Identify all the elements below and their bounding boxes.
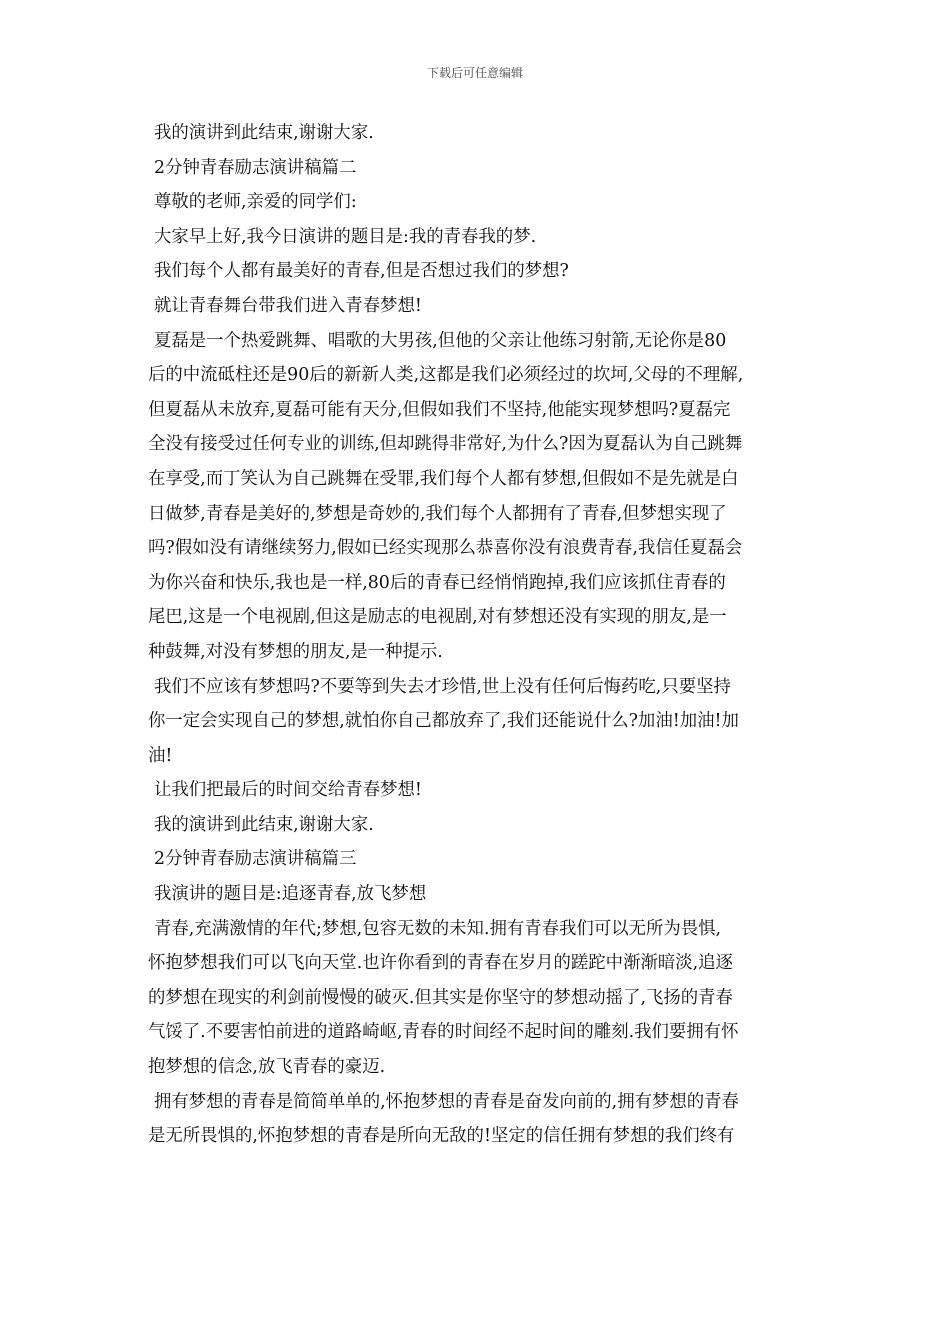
document-body [148,116,808,1154]
page-header: 下载后可任意编辑 [426,66,523,80]
text-line: 气馁了.不要害怕前进的道路崎岖,青春的时间经不起时间的雕刻.我们要拥有怀 [148,1022,739,1043]
text-line: 尾巴,这是一个电视剧,但这是励志的电视剧,对有梦想还没有实现的朋友,是一 [148,607,727,628]
text-line: 种鼓舞,对没有梦想的朋友,是一种提示. [148,641,443,662]
text-line: 是无所畏惧的,怀抱梦想的青春是所向无敌的!坚定的信任拥有梦想的我们终有 [148,1126,735,1147]
text-line: 我们每个人都有最美好的青春,但是否想过我们的梦想? [154,261,569,282]
text-line: 怀抱梦想我们可以飞向天堂.也许你看到的青春在岁月的蹉跎中渐渐暗淡,追逐 [148,953,733,974]
text-line: 让我们把最后的时间交给青春梦想! [154,780,422,801]
text-line: 抱梦想的信念,放飞青春的豪迈. [148,1057,386,1078]
text-line: 夏磊是一个热爱跳舞、唱歌的大男孩,但他的父亲让他练习射箭,无论你是80 [154,330,727,351]
section-heading: 2分钟青春励志演讲稿篇二 [154,157,357,178]
text-line: 但夏磊从未放弃,夏磊可能有天分,但假如我们不坚持,他能实现梦想吗?夏磊完 [148,399,731,420]
text-line: 尊敬的老师,亲爱的同学们: [154,192,357,213]
text-line: 青春,充满激情的年代;梦想,包容无数的未知.拥有青春我们可以无所为畏惧, [154,918,722,939]
text-line: 的梦想在现实的利剑前慢慢的破灭.但其实是你坚守的梦想动摇了,飞扬的青春 [148,987,733,1008]
text-line: 我的演讲到此结束,谢谢大家. [154,814,374,835]
text-line: 拥有梦想的青春是简简单单的,怀抱梦想的青春是奋发向前的,拥有梦想的青春 [154,1091,739,1112]
text-line: 油! [148,745,173,766]
section-heading: 2分钟青春励志演讲稿篇三 [154,849,357,870]
text-line: 全没有接受过任何专业的训练,但却跳得非常好,为什么?因为夏磊认为自己跳舞 [148,434,743,455]
text-line: 我的演讲到此结束,谢谢大家. [154,123,374,143]
text-line: 我演讲的题目是:追逐青春,放飞梦想 [154,884,427,905]
text-line: 吗?假如没有请继续努力,假如已经实现那么恭喜你没有浪费青春,我信任夏磊会 [148,538,743,559]
text-line: 后的中流砥柱还是90后的新新人类,这都是我们必须经过的坎坷,父母的不理解, [148,365,744,386]
text-line: 就让青春舞台带我们进入青春梦想! [154,295,422,316]
text-line: 日做梦,青春是美好的,梦想是奇妙的,我们每个人都拥有了青春,但梦想实现了 [148,503,727,524]
text-line: 为你兴奋和快乐,我也是一样,80后的青春已经悄悄跑掉,我们应该抓住青春的 [148,572,726,593]
text-line: 我们不应该有梦想吗?不要等到失去才珍惜,世上没有任何后悔药吃,只要坚持 [154,676,731,697]
text-line: 你一定会实现自己的梦想,就怕你自己都放弃了,我们还能说什么?加油!加油!加 [148,711,739,732]
text-line: 在享受,而丁笑认为自己跳舞在受罪,我们每个人都有梦想,但假如不是先就是白 [148,468,739,489]
text-line: 大家早上好,我今日演讲的题目是:我的青春我的梦. [154,226,537,247]
